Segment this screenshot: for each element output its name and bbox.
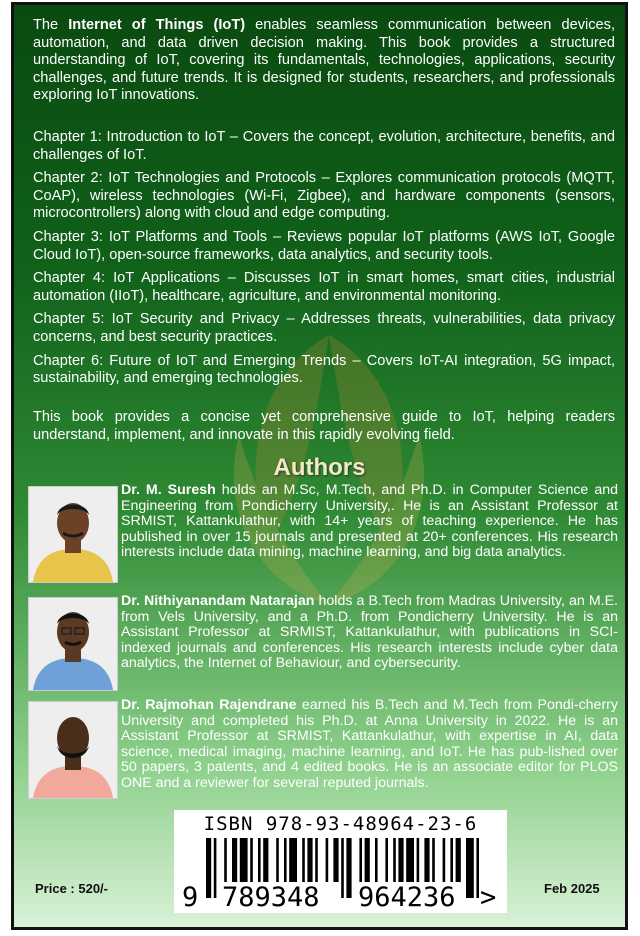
barcode-bar: [346, 838, 351, 898]
barcode-bar: [224, 838, 227, 882]
barcode-bar: [406, 838, 414, 882]
barcode-bar: [326, 838, 329, 882]
barcode-bar: [289, 838, 297, 882]
barcode-bar: [240, 838, 248, 882]
author-photo: [28, 486, 118, 583]
author-bio: Dr. Rajmohan Rajendrane earned his B.Tech and M.Tech from Pondi-cherry University and completed his Ph.D. at Anna University in 2022. He is an Assistant Professor at SRMIST, Kattankulathur, with expertise in AI, data science, medical imaging, machine learning, and IoT. He has pub-lished over 50 papers, 3 patents, and 4 edited books. He is an associate editor for PLOS ONE and a reviewer for several reputed journals.: [121, 697, 618, 791]
barcode-bar: [359, 838, 362, 882]
barcode-bar: [375, 838, 378, 882]
barcode-bar: [365, 838, 370, 882]
chapter-item: Chapter 3: IoT Platforms and Tools – Reviews popular IoT platforms (AWS IoT, Google Cloud IoT), open-source frameworks, data analytics, and security tools.: [33, 228, 615, 263]
chapter-item: Chapter 5: IoT Security and Privacy – Addresses threats, vulnerabilities, data privacy concerns, and best security practices.: [33, 311, 615, 345]
author-name: Dr. Rajmohan Rajendrane: [121, 697, 297, 713]
barcode-bar: [258, 838, 261, 882]
barcode-digit-group1: 789348: [222, 882, 320, 913]
barcode-bar: [456, 838, 461, 882]
barcode-bar: [315, 838, 318, 882]
publication-date: Feb 2025: [544, 881, 600, 896]
barcode-bar: [276, 838, 279, 882]
isbn-number: ISBN 978-93-48964-23-6: [203, 813, 478, 835]
barcode-bar: [385, 838, 388, 882]
barcode-bar: [450, 838, 453, 882]
barcode-bar: [443, 838, 446, 882]
barcode-bar: [284, 838, 287, 882]
chapter-item: Chapter 6: Future of IoT and Emerging Trends – Covers IoT-AI integration, 5G impact, sustainability, and emerging technologies.: [33, 352, 615, 387]
isbn-barcode: [174, 810, 507, 913]
barcode-bar: [417, 838, 420, 882]
authors-heading: Authors: [273, 454, 366, 481]
barcode-digit-group2: 964236: [358, 882, 456, 913]
barcode-bar: [333, 838, 338, 882]
barcode-bar: [341, 838, 344, 898]
barcode-digit-first: 9: [182, 882, 199, 913]
barcode-bar: [250, 838, 253, 882]
author-photo: [28, 701, 118, 799]
chapter-item: Chapter 1: Introduction to IoT – Covers the concept, evolution, architecture, benefits, and challenges of IoT.: [33, 129, 615, 163]
barcode-bar: [393, 838, 396, 882]
author-name: Dr. M. Suresh: [121, 482, 216, 498]
barcode-bar: [206, 838, 211, 898]
author-name: Dr. Nithiyanandam Natarajan: [121, 593, 315, 609]
barcode-bar: [398, 838, 403, 882]
barcode-bar: [424, 838, 429, 882]
chapter-list: [33, 129, 615, 394]
chapter-item: Chapter 4: IoT Applications – Discusses IoT in smart homes, smart cities, industrial automation (IIoT), healthcare, agriculture, and environmental monitoring.: [33, 270, 615, 304]
iot-term: Internet of Things (IoT): [68, 17, 246, 33]
barcode-bar: [307, 838, 312, 882]
barcode-digit-end: >: [480, 882, 497, 913]
outro-paragraph: This book provides a concise yet comprehensive guide to IoT, helping readers understand, implement, and innovate in this rapidly evolving field.: [33, 409, 615, 443]
intro-paragraph: The Internet of Things (IoT) enables seamless communication between devices, automation, and data driven decision making. This book provides a structured understanding of IoT, covering its fundamentals, technologies, applications, security challenges, and future trends. It is designed for students, researchers, and professionals exploring IoT innovations.: [33, 17, 616, 104]
price-label: Price : 520/-: [35, 881, 108, 896]
barcode-bar: [432, 838, 435, 882]
barcode-bar: [232, 838, 237, 882]
author-bio: Dr. M. Suresh holds an M.Sc, M.Tech, and Ph.D. in Computer Science and Engineering from Pondicherry University,. He is an Assistant Professor at SRMIST, Kattankulathur, with 14+ years of teaching experience. He has published in over 15 journals and presented at 20+ conferences. His research interests include data mining, machine learning, and big data analytics.: [121, 482, 618, 561]
author-photo: [28, 597, 118, 691]
barcode-bar: [263, 838, 268, 882]
back-cover: [11, 2, 628, 930]
author-bio: Dr. Nithiyanandam Natarajan holds a B.Tech from Madras University, an M.E. from Vels University, and a Ph.D. from Pondicherry University. He is an Assistant Professor at SRMIST, Kattankulathur, with publications in SCI-indexed journals and conferences. His research interests include cyber data analytics, the Internet of Behaviour, and cybersecurity.: [121, 593, 618, 672]
barcode-bar: [302, 838, 305, 882]
chapter-item: Chapter 2: IoT Technologies and Protocols – Explores communication protocols (MQTT, CoAP), wireless technologies (Wi-Fi, Zigbee), and hardware components (sensors, microcontrollers) along with cloud and edge computing.: [33, 170, 615, 222]
barcode-bar: [476, 838, 479, 898]
barcode-bar: [466, 838, 474, 898]
barcode-bar: [214, 838, 217, 898]
